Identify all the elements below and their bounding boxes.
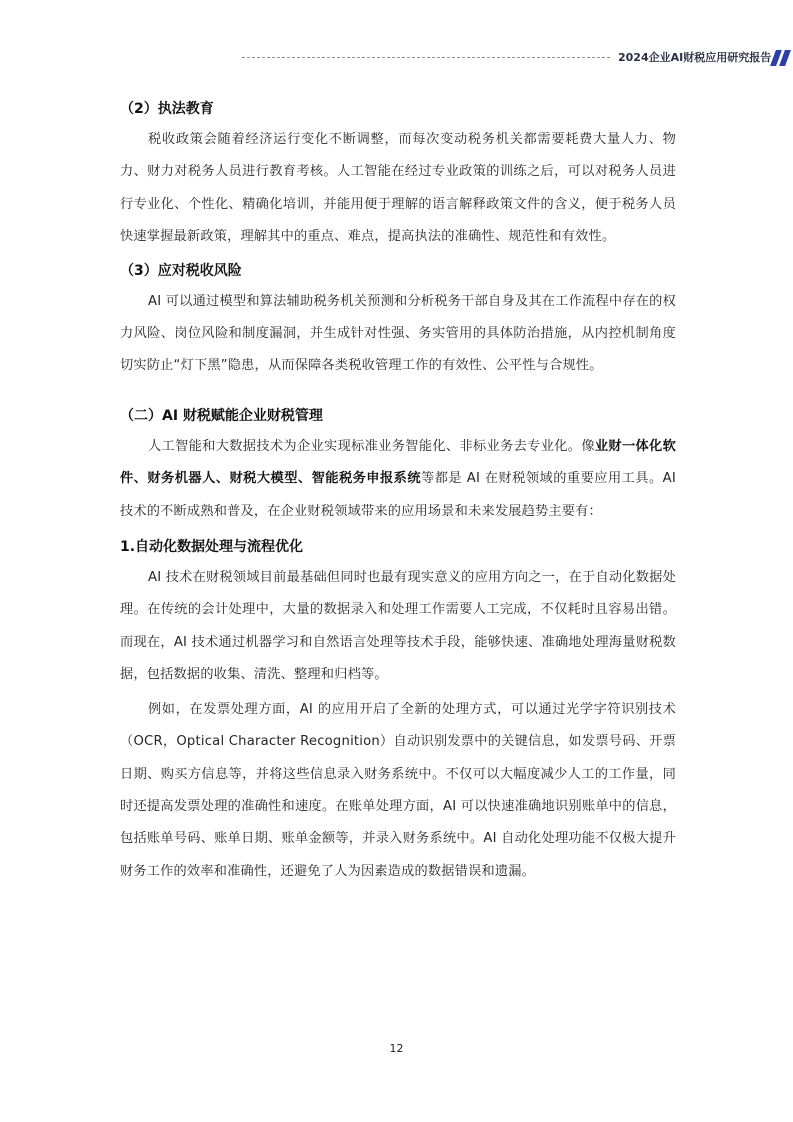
heading-tax-risk: （3）应对税收风险 <box>120 262 242 279</box>
paragraph-invoice-example: 例如，在发票处理方面，AI 的应用开启了全新的处理方式，可以通过光学字符识别技术（OCR，Optical Character Recognition）自动识别发票中的关键信息，如发票号码、开票日期、购买方信息等，并将这些信息录入财务系统中。不仅可以大幅度减少人工的工作量，同时还提高发票处理的准确性和速度。在账单处理方面，AI 可以快速准确地识别账单中的信息，包括账单号码、账单日期、账单金额等，并录入财务系统中。AI 自动化处理功能不仅极大提升财务工作的效率和准确性，还避免了人为因素造成的数据错误和遗漏。 <box>120 701 676 879</box>
paragraph-intro <box>120 431 676 528</box>
page-number: 12 <box>389 1042 404 1055</box>
report-title: 2024企业AI财税应用研究报告 <box>618 51 772 64</box>
intro-bold-tools: 业财一体化软件、财务机器人、财税大模型、智能税务申报系统 <box>120 438 676 487</box>
heading-section-two: （二）AI 财税赋能企业财税管理 <box>120 407 323 424</box>
paragraph-tax-risk: AI 可以通过模型和算法辅助税务机关预测和分析税务干部自身及其在工作流程中存在的权力风险、岗位风险和制度漏洞，并生成针对性强、务实管用的具体防治措施，从内控机制角度切实防止“灯下黑”隐患，从而保障各类税收管理工作的有效性、公平性与合规性。 <box>120 293 676 374</box>
heading-automation: 1.自动化数据处理与流程优化 <box>120 539 304 556</box>
paragraph-enforcement-education: 税收政策会随着经济运行变化不断调整，而每次变动税务机关都需要耗费大量人力、物力、财力对税务人员进行教育考核。人工智能在经过专业政策的训练之后，可以对税务人员进行专业化、个性化、精确化培训，并能用便于理解的语言解释政策文件的含义，便于税务人员快速掌握最新政策，理解其中的重点、难点，提高执法的准确性、规范性和有效性。 <box>120 132 676 245</box>
page-body <box>120 94 676 888</box>
page-header <box>242 46 793 68</box>
heading-enforcement-education: （2）执法教育 <box>120 101 214 117</box>
paragraph-automation: AI 技术在财税领域目前最基础但同时也最有现实意义的应用方向之一，在于自动化数据处理。在传统的会计处理中，大量的数据录入和处理工作需要人工完成，不仅耗时且容易出错。而现在，AI 技术通过机器学习和自然语言处理等技术手段，能够快速、准确地处理海量财税数据，包括数据的收集、清洗、整理和归档等。 <box>120 570 676 683</box>
intro-text-a: 人工智能和大数据技术为企业实现标准业务智能化、非标业务去专业化。像 <box>148 438 595 454</box>
header-dashed-rule <box>242 57 610 58</box>
intro-text-b: 等都是 AI 在财税领域的重要应用工具。AI 技术的不断成熟和普及，在企业财税领域带来的应用场景和未来发展趋势主要有： <box>120 471 676 519</box>
